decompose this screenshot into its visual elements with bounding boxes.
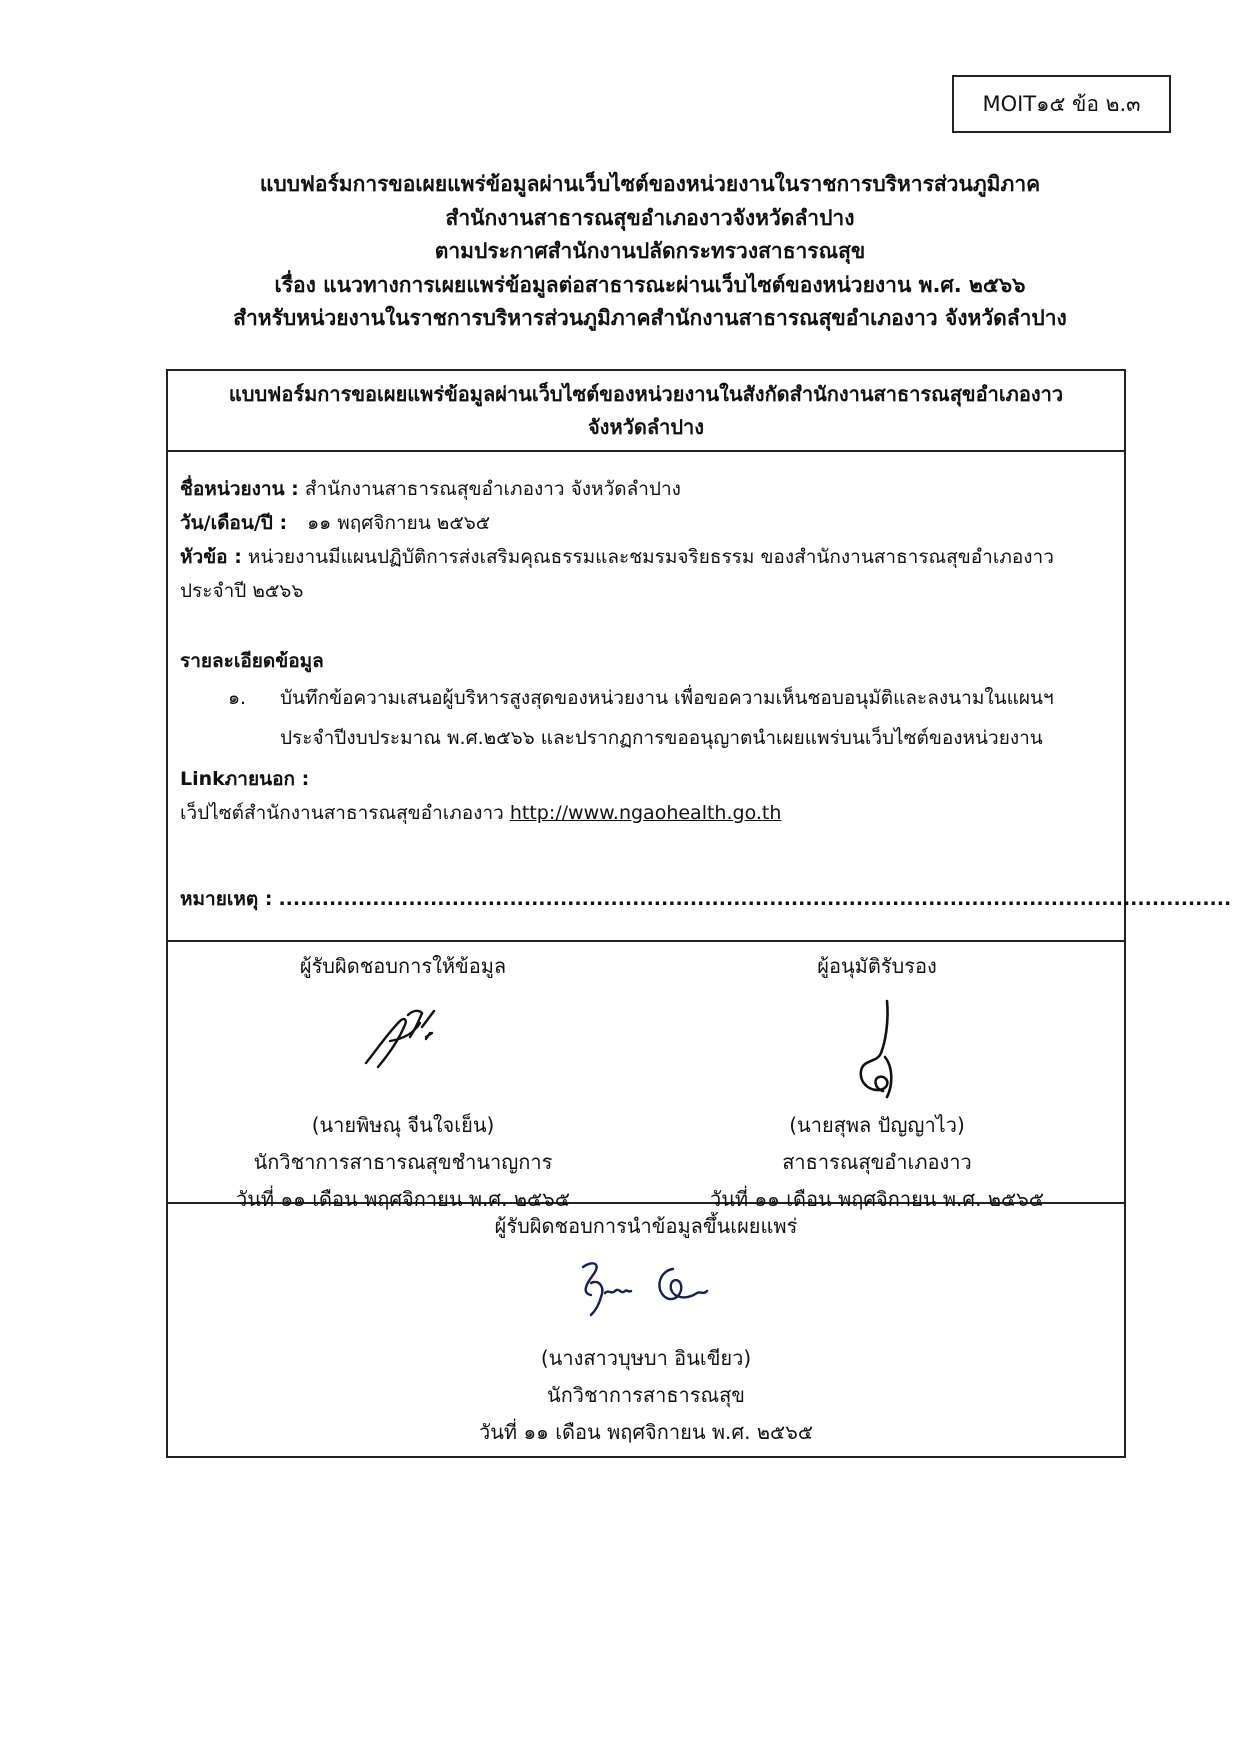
approver-signature-icon [837,993,917,1108]
link-label: Linkภายนอก : [180,768,310,790]
provider-signature-icon [348,993,458,1083]
detail-item [180,678,1112,758]
approver-signature-block [642,948,1112,1218]
form-title-line-1: แบบฟอร์มการขอเผยแพร่ข้อมูลผ่านเว็บไซต์ของหน่วยงานในสังกัดสำนักงานสาธารณสุขอำเภองาว [228,382,1064,406]
detail-item-line-2: ประจำปีงบประมาณ พ.ศ.๒๕๖๖ และปรากฏการขออนุญาตนำเผยแพร่บนเว็บไซต์ของหน่วยงาน [280,727,1043,749]
topic-line [180,540,1112,574]
publisher-row [168,1204,1124,1456]
details-label: รายละเอียดข้อมูล [180,650,324,672]
date-label: วัน/เดือน/ปี : [180,512,288,534]
link-prefix: เว็ปไซต์สำนักงานสาธารณสุขอำเภองาว [180,802,504,824]
link-line [180,796,1112,830]
header-line-3: ตามประกาศสำนักงานปลัดกระทรวงสาธารณสุข [434,239,866,263]
provider-name: (นายพิษณุ จีนใจเย็น) [311,1113,495,1137]
provider-signature [168,985,638,1107]
approver-signature [642,985,1112,1107]
document-header [150,168,1150,336]
topic-line-2: ประจำปี ๒๕๖๖ [180,580,304,602]
publisher-date: วันที่ ๑๑ เดือน พฤศจิกายน พ.ศ. ๒๕๖๕ [479,1420,813,1444]
agency-line [180,472,1112,506]
header-line-5: สำหรับหน่วยงานในราชการบริหารส่วนภูมิภาคสำนักงานสาธารณสุขอำเภองาว จังหวัดลำปาง [233,306,1067,330]
form-title-row [168,371,1124,452]
topic-label: หัวข้อ : [180,546,242,568]
header-line-4: เรื่อง แนวทางการเผยแพร่ข้อมูลต่อสาธารณะผ่านเว็บไซต์ของหน่วยงาน พ.ศ. ๒๕๖๖ [274,272,1026,297]
note-dots: .................................................................................................................................... [278,888,1232,910]
date-value: ๑๑ พฤศจิกายน ๒๕๖๕ [307,512,491,534]
note-label: หมายเหตุ : [180,888,273,910]
reference-code-box [952,75,1171,133]
signature-row [168,942,1124,1211]
approver-name: (นายสุพล ปัญญาไว) [789,1113,965,1137]
publisher-name: (นางสาวบุษบา อินเขียว) [540,1346,752,1370]
approver-position: สาธารณสุขอำเภองาว [782,1150,972,1174]
detail-item-line-1: บันทึกข้อความเสนอผู้บริหารสูงสุดของหน่วยงาน เพื่อขอความเห็นชอบอนุมัติและลงนามในแผนฯ [280,687,1054,709]
publisher-signature [168,1245,1124,1340]
publisher-signature-icon [561,1249,731,1329]
provider-signature-block [168,948,638,1218]
provider-heading: ผู้รับผิดชอบการให้ข้อมูล [299,954,507,978]
approver-date: วันที่ ๑๑ เดือน พฤศจิกายน พ.ศ. ๒๕๖๕ [710,1187,1044,1211]
publisher-heading: ผู้รับผิดชอบการนำข้อมูลขึ้นเผยแพร่ [494,1214,798,1238]
note-line [180,882,1232,916]
detail-item-number: ๑. [228,687,247,709]
external-link[interactable]: http://www.ngaohealth.go.th [509,802,782,824]
provider-position: นักวิชาการสาธารณสุขชำนาญการ [253,1150,553,1174]
publisher-position: นักวิชาการสาธารณสุข [547,1383,745,1407]
agency-label: ชื่อหน่วยงาน : [180,478,299,500]
form-info-row [168,452,1232,942]
topic-value-1: หน่วยงานมีแผนปฏิบัติการส่งเสริมคุณธรรมและชมรมจริยธรรม ของสำนักงานสาธารณสุขอำเภองาว [247,546,1054,568]
agency-value: สำนักงานสาธารณสุขอำเภองาว จังหวัดลำปาง [304,478,681,500]
reference-code: MOIT๑๕ ข้อ ๒.๓ [982,91,1141,116]
header-line-1: แบบฟอร์มการขอเผยแพร่ข้อมูลผ่านเว็บไซต์ของหน่วยงานในราชการบริหารส่วนภูมิภาค [259,172,1041,196]
date-line [180,506,1112,540]
publication-form [166,369,1232,1458]
approver-heading: ผู้อนุมัติรับรอง [817,954,937,978]
header-line-2: สำนักงานสาธารณสุขอำเภองาวจังหวัดลำปาง [445,205,855,230]
form-title-line-2: จังหวัดลำปาง [587,415,705,439]
provider-date: วันที่ ๑๑ เดือน พฤศจิกายน พ.ศ. ๒๕๖๕ [236,1187,570,1211]
